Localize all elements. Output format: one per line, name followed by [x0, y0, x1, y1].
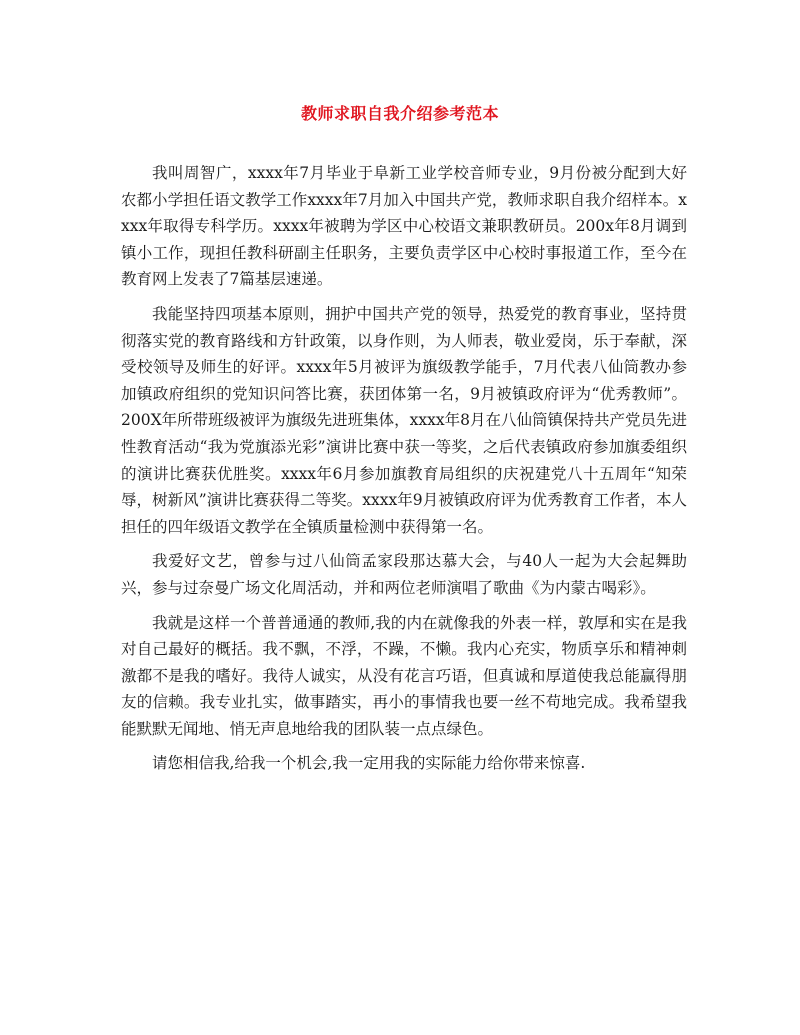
document-title: 教师求职自我介绍参考范本	[300, 104, 499, 123]
paragraph-character: 我就是这样一个普普通通的教师,我的内在就像我的外表一样，敦厚和实在是我对自己最好的概括。我不飘，不浮，不躁，不懒。我内心充实，物质享乐和精神刺激都不是我的嗜好。我待人诚实，从没有花言巧语，但真诚和厚道使我总能赢得朋友的信赖。我专业扎实，做事踏实，再小的事情我也要一丝不苟地完成。我希望我能默默无闻地、悄无声息地给我的团队装一点点绿色。	[121, 613, 687, 738]
paragraph-achievements: 我能坚持四项基本原则，拥护中国共产党的领导，热爱党的教育事业，坚持贯彻落实党的教育路线和方针政策，以身作则，为人师表，敬业爱岗，乐于奉献，深受校领导及师生的好评。xxxx年5月被评为旗级教学能手，7月代表八仙筒教办参加镇政府组织的党知识问答比赛，获团体第一名，9月被镇政府评为“优秀教师”。 200X年所带班级被评为旗级先进班集体，xxxx年8月在八仙筒镇保持共产党员先进性教育活动“我为党旗添光彩”演讲比赛中获一等奖，之后代表镇政府参加旗委组织的演讲比赛获优胜奖。xxxx年6月参加旗教育局组织的庆祝建党八十五周年“知荣辱，树新风”演讲比赛获得二等奖。xxxx年9月被镇政府评为优秀教育工作者，本人担任的四年级语文教学在全镇质量检测中获得第一名。	[121, 304, 687, 536]
document-body	[121, 160, 687, 785]
paragraph-closing: 请您相信我,给我一个机会,我一定用我的实际能力给你带来惊喜.	[152, 754, 586, 773]
paragraph-intro: 我叫周智广，xxxx年7月毕业于阜新工业学校音师专业，9月份被分配到大好农都小学担任语文教学工作xxxx年7月加入中国共产党，教师求职自我介绍样本。xxxx年取得专科学历。xxxx年被聘为学区中心校语文兼职教研员。200x年8月调到镇小工作，现担任教科研副主任职务，主要负责学区中心校时事报道工作，至今在教育网上发表了7篇基层速递。	[121, 164, 687, 289]
paragraph-hobbies: 我爱好文艺，曾参与过八仙筒孟家段那达慕大会，与40人一起为大会起舞助兴，参与过奈曼广场文化周活动，并和两位老师演唱了歌曲《为内蒙古喝彩》。	[121, 552, 687, 597]
